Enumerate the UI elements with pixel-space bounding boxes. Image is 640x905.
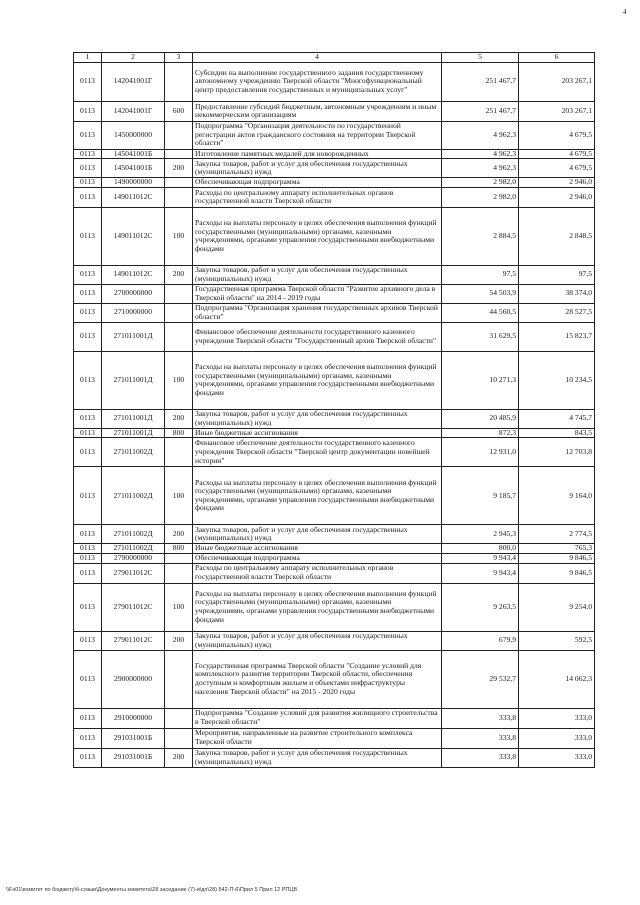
item-name-cell: Подпрограмма "Организация деятельности по государственной регистрации актов гражданского состояния на территории Тверской области" [193, 121, 442, 149]
item-name-cell: Расходы по центральному аппарату исполнительных органов государственной власти Тверской области [193, 563, 442, 583]
target-article-cell: 271011001Д [102, 409, 165, 428]
razdel-code-cell: 0113 [74, 121, 102, 149]
amount-executed-cell: 843,5 [519, 428, 595, 438]
header-cell: 4 [193, 53, 442, 63]
amount-executed-cell: 4 745,7 [519, 409, 595, 428]
item-name-cell: Закупка товаров, работ и услуг для обеспечения государственных (муниципальных) нужд [193, 748, 442, 767]
expense-kind-cell: 100 [165, 351, 193, 409]
target-article-cell: 149011012С [102, 207, 165, 265]
table-row [74, 159, 595, 178]
item-name-cell: Закупка товаров, работ и услуг для обеспечения государственных (муниципальных) нужд [193, 525, 442, 544]
amount-executed-cell: 12 703,8 [519, 438, 595, 467]
razdel-code-cell: 0113 [74, 187, 102, 207]
amount-planned-cell: 800,0 [442, 544, 519, 554]
table-row [74, 207, 595, 265]
razdel-code-cell: 0113 [74, 525, 102, 544]
target-article-cell: 145041001Б [102, 159, 165, 178]
expense-kind-cell: 600 [165, 101, 193, 121]
amount-executed-cell: 4 679,5 [519, 159, 595, 178]
target-article-cell: 291031001Б [102, 728, 165, 748]
amount-planned-cell: 679,9 [442, 631, 519, 650]
amount-executed-cell: 4 679,5 [519, 121, 595, 149]
table-row [74, 748, 595, 767]
amount-executed-cell: 592,5 [519, 631, 595, 650]
expense-kind-cell [165, 121, 193, 149]
razdel-code-cell: 0113 [74, 553, 102, 563]
item-name-cell: Расходы на выплаты персоналу в целях обеспечения выполнения функций государственными (муниципальными) органами, казенными учреждениями, органами управления государственными внебюджетными фондами [193, 207, 442, 265]
table-row [74, 728, 595, 748]
amount-planned-cell: 333,8 [442, 748, 519, 767]
target-article-cell: 1450000000 [102, 121, 165, 149]
table-row [74, 650, 595, 708]
target-article-cell: 2700000000 [102, 284, 165, 303]
table-row [74, 631, 595, 650]
amount-planned-cell: 333,8 [442, 708, 519, 728]
target-article-cell: 142041001Г [102, 62, 165, 101]
item-name-cell: Закупка товаров, работ и услуг для обеспечения государственных (муниципальных) нужд [193, 159, 442, 178]
target-article-cell: 271011002Д [102, 525, 165, 544]
razdel-code-cell: 0113 [74, 748, 102, 767]
item-name-cell: Расходы на выплаты персоналу в целях обеспечения выполнения функций государственными (муниципальными) органами, казенными учреждениями, органами управления государственными внебюджетными фондами [193, 583, 442, 631]
razdel-code-cell: 0113 [74, 159, 102, 178]
target-article-cell: 2910000000 [102, 708, 165, 728]
table-row [74, 467, 595, 525]
table-row [74, 438, 595, 467]
amount-planned-cell: 251 467,7 [442, 62, 519, 101]
amount-executed-cell: 38 374,0 [519, 284, 595, 303]
expense-kind-cell [165, 178, 193, 188]
target-article-cell: 271011002Д [102, 467, 165, 525]
target-article-cell: 149011012С [102, 265, 165, 284]
amount-executed-cell: 14 062,3 [519, 650, 595, 708]
expense-kind-cell [165, 322, 193, 351]
table-row [74, 351, 595, 409]
table-row [74, 409, 595, 428]
table-row [74, 101, 595, 121]
table-row [74, 62, 595, 101]
razdel-code-cell: 0113 [74, 265, 102, 284]
razdel-code-cell: 0113 [74, 284, 102, 303]
razdel-code-cell: 0113 [74, 101, 102, 121]
item-name-cell: Изготовление памятных медалей для новорожденных [193, 149, 442, 159]
amount-planned-cell: 872,3 [442, 428, 519, 438]
item-name-cell: Расходы на выплаты персоналу в целях обеспечения выполнения функций государственными (муниципальными) органами, казенными учреждениями, органами управления государственными внебюджетными фондами [193, 467, 442, 525]
target-article-cell: 271011002Д [102, 544, 165, 554]
item-name-cell: Субсидии на выполнение государственного задания государственному автономному учреждению Тверской области "Многофункциональный центр предоставления государственных и муниципальных услуг" [193, 62, 442, 101]
amount-executed-cell: 203 267,1 [519, 101, 595, 121]
item-name-cell: Предоставление субсидий бюджетным, автономным учреждениям и иным некоммерческим организациям [193, 101, 442, 121]
item-name-cell: Закупка товаров, работ и услуг для обеспечения государственных (муниципальных) нужд [193, 631, 442, 650]
amount-planned-cell: 4 962,3 [442, 159, 519, 178]
header-cell: 1 [74, 53, 102, 63]
amount-planned-cell: 12 931,0 [442, 438, 519, 467]
target-article-cell: 279011012С [102, 583, 165, 631]
item-name-cell: Закупка товаров, работ и услуг для обеспечения государственных (муниципальных) нужд [193, 265, 442, 284]
expense-kind-cell [165, 149, 193, 159]
amount-executed-cell: 765,3 [519, 544, 595, 554]
razdel-code-cell: 0113 [74, 467, 102, 525]
table-row [74, 303, 595, 322]
amount-executed-cell: 97,5 [519, 265, 595, 284]
expense-kind-cell [165, 708, 193, 728]
table-row [74, 583, 595, 631]
table-row [74, 428, 595, 438]
razdel-code-cell: 0113 [74, 409, 102, 428]
razdel-code-cell: 0113 [74, 563, 102, 583]
amount-planned-cell: 2 884,5 [442, 207, 519, 265]
amount-planned-cell: 9 943,4 [442, 563, 519, 583]
table-row [74, 563, 595, 583]
amount-executed-cell: 333,0 [519, 708, 595, 728]
amount-planned-cell: 31 629,5 [442, 322, 519, 351]
table-row [74, 121, 595, 149]
header-cell: 3 [165, 53, 193, 63]
razdel-code-cell: 0113 [74, 351, 102, 409]
item-name-cell: Мероприятия, направленные на развитие строительного комплекса Тверской области [193, 728, 442, 748]
amount-planned-cell: 10 271,3 [442, 351, 519, 409]
table-row [74, 284, 595, 303]
amount-planned-cell: 9 943,4 [442, 553, 519, 563]
amount-planned-cell: 54 503,9 [442, 284, 519, 303]
expense-kind-cell [165, 553, 193, 563]
amount-executed-cell: 9 846,5 [519, 563, 595, 583]
column-number-header [74, 53, 595, 63]
razdel-code-cell: 0113 [74, 207, 102, 265]
item-name-cell: Обеспечивающая подпрограмма [193, 178, 442, 188]
amount-executed-cell: 203 267,1 [519, 62, 595, 101]
razdel-code-cell: 0113 [74, 322, 102, 351]
razdel-code-cell: 0113 [74, 544, 102, 554]
razdel-code-cell: 0113 [74, 149, 102, 159]
budget-table [73, 52, 595, 768]
item-name-cell: Закупка товаров, работ и услуг для обеспечения государственных (муниципальных) нужд [193, 409, 442, 428]
table-row [74, 178, 595, 188]
amount-executed-cell: 333,0 [519, 728, 595, 748]
target-article-cell: 149011012С [102, 187, 165, 207]
amount-planned-cell: 9 185,7 [442, 467, 519, 525]
amount-planned-cell: 9 263,5 [442, 583, 519, 631]
target-article-cell: 291031001Б [102, 748, 165, 767]
amount-planned-cell: 333,8 [442, 728, 519, 748]
amount-planned-cell: 2 982,0 [442, 187, 519, 207]
target-article-cell: 271011001Д [102, 351, 165, 409]
target-article-cell: 2900000000 [102, 650, 165, 708]
amount-planned-cell: 20 485,9 [442, 409, 519, 428]
table-row [74, 187, 595, 207]
target-article-cell: 1490000000 [102, 178, 165, 188]
table-row [74, 149, 595, 159]
table-row [74, 265, 595, 284]
amount-executed-cell: 28 527,5 [519, 303, 595, 322]
target-article-cell: 2790000000 [102, 553, 165, 563]
razdel-code-cell: 0113 [74, 62, 102, 101]
amount-planned-cell: 4 962,3 [442, 149, 519, 159]
amount-executed-cell: 9 846,5 [519, 553, 595, 563]
amount-planned-cell: 2 945,3 [442, 525, 519, 544]
amount-executed-cell: 10 234,5 [519, 351, 595, 409]
file-path-footer: \\Fs01\комитет по бюджету\б-созыв\Документы комитета\28 заседание (7)-и\дп\28) 542-П-6\Прил 5 Прил 12 РПЦВ [6, 887, 298, 893]
item-name-cell: Расходы по центральному аппарату исполнительных органов государственной власти Тверской области [193, 187, 442, 207]
amount-executed-cell: 4 679,5 [519, 149, 595, 159]
amount-executed-cell: 9 254,0 [519, 583, 595, 631]
header-cell: 6 [519, 53, 595, 63]
razdel-code-cell: 0113 [74, 583, 102, 631]
razdel-code-cell: 0113 [74, 303, 102, 322]
expense-kind-cell: 200 [165, 631, 193, 650]
razdel-code-cell: 0113 [74, 428, 102, 438]
table-row [74, 544, 595, 554]
expense-kind-cell: 100 [165, 467, 193, 525]
expense-kind-cell: 800 [165, 544, 193, 554]
item-name-cell: Финансовое обеспечение деятельности государственного казенного учреждения Тверской области "Государственный архив Тверской области" [193, 322, 442, 351]
expense-kind-cell [165, 563, 193, 583]
expense-kind-cell: 200 [165, 159, 193, 178]
expense-kind-cell: 200 [165, 265, 193, 284]
item-name-cell: Расходы на выплаты персоналу в целях обеспечения выполнения функций государственными (муниципальными) органами, казенными учреждениями, органами управления государственными внебюджетными фондами [193, 351, 442, 409]
amount-executed-cell: 333,0 [519, 748, 595, 767]
item-name-cell: Обеспечивающая подпрограмма [193, 553, 442, 563]
amount-planned-cell: 29 532,7 [442, 650, 519, 708]
amount-executed-cell: 2 774,5 [519, 525, 595, 544]
target-article-cell: 145041001Б [102, 149, 165, 159]
header-cell: 2 [102, 53, 165, 63]
expense-kind-cell [165, 728, 193, 748]
target-article-cell: 271011002Д [102, 438, 165, 467]
item-name-cell: Государственная программа Тверской области "Развитие архивного дела в Тверской области" на 2014 - 2019 годы [193, 284, 442, 303]
amount-executed-cell: 2 946,0 [519, 187, 595, 207]
item-name-cell: Подпрограмма "Создание условий для развития жилищного строительства в Тверской области" [193, 708, 442, 728]
table-row [74, 553, 595, 563]
expense-kind-cell: 200 [165, 525, 193, 544]
amount-planned-cell: 4 962,3 [442, 121, 519, 149]
table-row [74, 322, 595, 351]
target-article-cell: 142041001Г [102, 101, 165, 121]
amount-executed-cell: 9 164,0 [519, 467, 595, 525]
amount-executed-cell: 2 946,0 [519, 178, 595, 188]
item-name-cell: Государственная программа Тверской области "Создание условий для комплексного развития территории Тверской области, обеспечения доступным и комфортным жильем и объектами инфраструктуры населения Тверской области" на 2015 - 2020 годы [193, 650, 442, 708]
amount-planned-cell: 251 467,7 [442, 101, 519, 121]
item-name-cell: Иные бюджетные ассигнования [193, 544, 442, 554]
expense-kind-cell [165, 187, 193, 207]
page-number: 4 [623, 8, 627, 16]
expense-kind-cell [165, 303, 193, 322]
amount-planned-cell: 2 982,0 [442, 178, 519, 188]
razdel-code-cell: 0113 [74, 438, 102, 467]
razdel-code-cell: 0113 [74, 728, 102, 748]
razdel-code-cell: 0113 [74, 708, 102, 728]
amount-planned-cell: 97,5 [442, 265, 519, 284]
target-article-cell: 271011001Д [102, 322, 165, 351]
expense-kind-cell: 200 [165, 409, 193, 428]
expense-kind-cell: 800 [165, 428, 193, 438]
target-article-cell: 279011012С [102, 631, 165, 650]
amount-planned-cell: 44 560,5 [442, 303, 519, 322]
item-name-cell: Финансовое обеспечение деятельности государственного казенного учреждения Тверской области "Тверской центр документации новейшей истории" [193, 438, 442, 467]
header-cell: 5 [442, 53, 519, 63]
expense-kind-cell [165, 62, 193, 101]
item-name-cell: Подпрограмма "Организация хранения государственных архивов Тверской области" [193, 303, 442, 322]
target-article-cell: 279011012С [102, 563, 165, 583]
expense-kind-cell [165, 284, 193, 303]
table-row [74, 525, 595, 544]
target-article-cell: 2710000000 [102, 303, 165, 322]
expense-kind-cell: 200 [165, 748, 193, 767]
razdel-code-cell: 0113 [74, 178, 102, 188]
expense-kind-cell: 100 [165, 207, 193, 265]
item-name-cell: Иные бюджетные ассигнования [193, 428, 442, 438]
expense-kind-cell: 100 [165, 583, 193, 631]
amount-executed-cell: 15 823,7 [519, 322, 595, 351]
expense-kind-cell [165, 438, 193, 467]
amount-executed-cell: 2 848,5 [519, 207, 595, 265]
table-row [74, 708, 595, 728]
razdel-code-cell: 0113 [74, 650, 102, 708]
expense-kind-cell [165, 650, 193, 708]
razdel-code-cell: 0113 [74, 631, 102, 650]
target-article-cell: 271011001Д [102, 428, 165, 438]
